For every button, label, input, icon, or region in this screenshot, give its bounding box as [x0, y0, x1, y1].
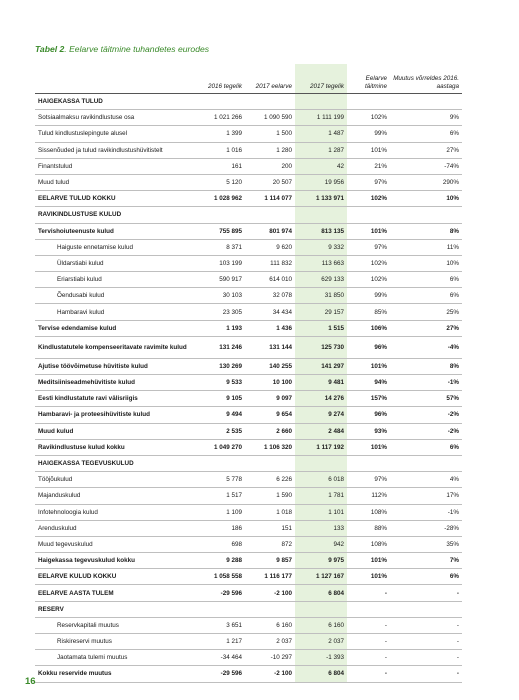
- cell-budget-execution: 157%: [347, 391, 390, 407]
- cell-2016-actual: -29 596: [196, 666, 245, 682]
- cell-change-vs-2016: -28%: [390, 520, 462, 536]
- row-label: Ajutise töövõimetuse hüvitiste kulud: [35, 358, 196, 374]
- cell-2017-budget: [245, 601, 295, 617]
- table-row: [35, 666, 462, 682]
- cell-change-vs-2016: -: [390, 585, 462, 601]
- cell-2017-actual: 1 133 971: [295, 191, 347, 207]
- table-row: [35, 272, 462, 288]
- cell-2017-budget: 1 280: [245, 142, 295, 158]
- row-label: EELARVE AASTA TULEM: [35, 585, 196, 601]
- cell-change-vs-2016: -74%: [390, 158, 462, 174]
- cell-2017-actual: 1 117 192: [295, 439, 347, 455]
- cell-2017-budget: [245, 94, 295, 110]
- cell-2016-actual: -34 464: [196, 650, 245, 666]
- row-label: Reservkapitali muutus: [35, 617, 196, 633]
- cell-2017-actual: 2 037: [295, 634, 347, 650]
- row-label: Meditsiiniseadmehüvitiste kulud: [35, 375, 196, 391]
- row-label: Hambaravi kulud: [35, 304, 196, 320]
- row-label: Eriarstiabi kulud: [35, 272, 196, 288]
- table-row: [35, 223, 462, 239]
- cell-2017-budget: 9 857: [245, 553, 295, 569]
- cell-budget-execution: -: [347, 634, 390, 650]
- cell-2017-actual: 9 274: [295, 407, 347, 423]
- table-row: [35, 520, 462, 536]
- cell-2017-actual: 1 111 199: [295, 110, 347, 126]
- cell-2017-actual: 1 781: [295, 488, 347, 504]
- cell-budget-execution: 97%: [347, 472, 390, 488]
- cell-budget-execution: 94%: [347, 375, 390, 391]
- cell-2017-actual: 6 018: [295, 472, 347, 488]
- cell-2017-budget: 1 500: [245, 126, 295, 142]
- row-label: Kindlustatutele kompenseeritavate ravimite kulud: [35, 336, 196, 358]
- cell-change-vs-2016: 4%: [390, 472, 462, 488]
- cell-2017-budget: 872: [245, 536, 295, 552]
- table-row: [35, 439, 462, 455]
- cell-budget-execution: 99%: [347, 288, 390, 304]
- cell-2017-actual: 31 850: [295, 288, 347, 304]
- cell-change-vs-2016: -: [390, 650, 462, 666]
- cell-2016-actual: 1 193: [196, 320, 245, 336]
- cell-change-vs-2016: 35%: [390, 536, 462, 552]
- header-blank: [35, 64, 196, 94]
- cell-2016-actual: [196, 455, 245, 471]
- cell-change-vs-2016: -2%: [390, 423, 462, 439]
- table-row: [35, 110, 462, 126]
- cell-2017-budget: 20 507: [245, 174, 295, 190]
- cell-2017-budget: 6 160: [245, 617, 295, 633]
- cell-2017-actual: 29 157: [295, 304, 347, 320]
- cell-2017-actual: 42: [295, 158, 347, 174]
- cell-change-vs-2016: 10%: [390, 255, 462, 271]
- cell-2017-budget: 801 974: [245, 223, 295, 239]
- cell-change-vs-2016: -: [390, 634, 462, 650]
- table-row: [35, 126, 462, 142]
- table-row: [35, 158, 462, 174]
- table-caption-text: . Eelarve täitmine tuhandetes eurodes: [64, 44, 210, 54]
- table-row: [35, 358, 462, 374]
- cell-change-vs-2016: 7%: [390, 553, 462, 569]
- cell-2017-actual: 2 484: [295, 423, 347, 439]
- row-label: Muud tulud: [35, 174, 196, 190]
- table-row: [35, 391, 462, 407]
- header-change-vs-2016: Muutus võrreldes 2016. aastaga: [390, 64, 462, 94]
- budget-table: [35, 64, 462, 683]
- cell-2017-budget: 9 097: [245, 391, 295, 407]
- cell-2017-actual: 6 804: [295, 585, 347, 601]
- row-label: Tööjõukulud: [35, 472, 196, 488]
- cell-change-vs-2016: [390, 94, 462, 110]
- cell-budget-execution: 21%: [347, 158, 390, 174]
- cell-budget-execution: 99%: [347, 126, 390, 142]
- cell-change-vs-2016: -1%: [390, 375, 462, 391]
- cell-2017-budget: 1 106 320: [245, 439, 295, 455]
- cell-budget-execution: -: [347, 666, 390, 682]
- cell-2017-actual: 1 515: [295, 320, 347, 336]
- cell-2017-budget: [245, 455, 295, 471]
- table-row: [35, 407, 462, 423]
- cell-change-vs-2016: 290%: [390, 174, 462, 190]
- header-budget-execution: Eelarve täitmine: [347, 64, 390, 94]
- cell-2017-actual: 19 956: [295, 174, 347, 190]
- cell-2017-budget: 111 832: [245, 255, 295, 271]
- cell-2016-actual: 130 269: [196, 358, 245, 374]
- cell-2017-actual: 6 804: [295, 666, 347, 682]
- table-row: [35, 585, 462, 601]
- cell-2016-actual: 590 917: [196, 272, 245, 288]
- cell-2017-budget: -10 297: [245, 650, 295, 666]
- cell-2017-budget: 1 436: [245, 320, 295, 336]
- header-2017-budget: 2017 eelarve: [245, 64, 295, 94]
- cell-budget-execution: 101%: [347, 358, 390, 374]
- table-row: [35, 650, 462, 666]
- cell-budget-execution: 88%: [347, 520, 390, 536]
- cell-budget-execution: 96%: [347, 407, 390, 423]
- cell-2016-actual: 1 028 962: [196, 191, 245, 207]
- cell-budget-execution: -: [347, 617, 390, 633]
- cell-budget-execution: 93%: [347, 423, 390, 439]
- section-title: HAIGEKASSA TULUD: [35, 94, 196, 110]
- row-label: Tervishoiuteenuste kulud: [35, 223, 196, 239]
- cell-budget-execution: 102%: [347, 110, 390, 126]
- row-label: Kokku reservide muutus: [35, 666, 196, 682]
- table-row: [35, 504, 462, 520]
- table-row: [35, 488, 462, 504]
- cell-budget-execution: 106%: [347, 320, 390, 336]
- cell-2016-actual: 9 288: [196, 553, 245, 569]
- header-2017-actual: 2017 tegelik: [295, 64, 347, 94]
- table-row: [35, 304, 462, 320]
- cell-budget-execution: 97%: [347, 239, 390, 255]
- cell-change-vs-2016: 8%: [390, 223, 462, 239]
- cell-2017-actual: [295, 207, 347, 223]
- cell-change-vs-2016: [390, 455, 462, 471]
- row-label: Sotsiaalmaksu ravikindlustuse osa: [35, 110, 196, 126]
- cell-2017-actual: [295, 455, 347, 471]
- header-2016-actual: 2016 tegelik: [196, 64, 245, 94]
- cell-2017-budget: 1 018: [245, 504, 295, 520]
- table-row: [35, 174, 462, 190]
- cell-budget-execution: -: [347, 650, 390, 666]
- cell-change-vs-2016: -4%: [390, 336, 462, 358]
- cell-2017-budget: -2 100: [245, 666, 295, 682]
- cell-2016-actual: 161: [196, 158, 245, 174]
- cell-2016-actual: 1 399: [196, 126, 245, 142]
- cell-budget-execution: 96%: [347, 336, 390, 358]
- cell-2017-actual: 813 135: [295, 223, 347, 239]
- cell-2017-actual: [295, 601, 347, 617]
- section-header-row: [35, 94, 462, 110]
- cell-2016-actual: 103 199: [196, 255, 245, 271]
- table-row: [35, 634, 462, 650]
- table-caption-prefix: Tabel 2: [35, 44, 65, 54]
- cell-2017-actual: 1 287: [295, 142, 347, 158]
- table-row: [35, 239, 462, 255]
- cell-2016-actual: 5 778: [196, 472, 245, 488]
- table-row: [35, 536, 462, 552]
- cell-change-vs-2016: 6%: [390, 272, 462, 288]
- cell-budget-execution: 101%: [347, 553, 390, 569]
- cell-budget-execution: 101%: [347, 223, 390, 239]
- section-header-row: [35, 455, 462, 471]
- cell-2017-actual: 133: [295, 520, 347, 536]
- row-label: Sissenõuded ja tulud ravikindlustushüvitistelt: [35, 142, 196, 158]
- cell-2016-actual: [196, 207, 245, 223]
- row-label: Muud kulud: [35, 423, 196, 439]
- cell-2017-budget: 10 100: [245, 375, 295, 391]
- cell-2017-budget: 200: [245, 158, 295, 174]
- cell-2017-budget: -2 100: [245, 585, 295, 601]
- cell-2016-actual: 1 517: [196, 488, 245, 504]
- cell-2016-actual: 9 533: [196, 375, 245, 391]
- row-label: Infotehnoloogia kulud: [35, 504, 196, 520]
- cell-2017-actual: 125 730: [295, 336, 347, 358]
- cell-2017-actual: 6 160: [295, 617, 347, 633]
- row-label: Majanduskulud: [35, 488, 196, 504]
- cell-2017-actual: 1 101: [295, 504, 347, 520]
- cell-2017-budget: [245, 207, 295, 223]
- row-label: Arenduskulud: [35, 520, 196, 536]
- cell-2016-actual: 1 049 270: [196, 439, 245, 455]
- cell-budget-execution: [347, 207, 390, 223]
- cell-2017-actual: [295, 94, 347, 110]
- cell-2016-actual: 8 371: [196, 239, 245, 255]
- cell-2017-budget: 1 590: [245, 488, 295, 504]
- table-row: [35, 288, 462, 304]
- cell-change-vs-2016: 6%: [390, 288, 462, 304]
- table-row: [35, 553, 462, 569]
- cell-2017-actual: -1 393: [295, 650, 347, 666]
- table-row: [35, 142, 462, 158]
- cell-change-vs-2016: 57%: [390, 391, 462, 407]
- cell-2016-actual: 23 305: [196, 304, 245, 320]
- cell-budget-execution: -: [347, 585, 390, 601]
- cell-2016-actual: 1 058 558: [196, 569, 245, 585]
- cell-2017-budget: 131 144: [245, 336, 295, 358]
- cell-2017-budget: 614 010: [245, 272, 295, 288]
- cell-2017-actual: 9 332: [295, 239, 347, 255]
- cell-2016-actual: 186: [196, 520, 245, 536]
- cell-2017-budget: 1 116 177: [245, 569, 295, 585]
- section-title: RESERV: [35, 601, 196, 617]
- cell-2016-actual: 9 494: [196, 407, 245, 423]
- cell-2017-actual: 1 127 167: [295, 569, 347, 585]
- cell-change-vs-2016: -1%: [390, 504, 462, 520]
- cell-change-vs-2016: 27%: [390, 142, 462, 158]
- cell-2017-budget: 2 037: [245, 634, 295, 650]
- cell-2017-actual: 942: [295, 536, 347, 552]
- cell-budget-execution: [347, 94, 390, 110]
- cell-change-vs-2016: 6%: [390, 126, 462, 142]
- cell-2016-actual: 131 246: [196, 336, 245, 358]
- table-header-row: [35, 64, 462, 94]
- row-label: Hambaravi- ja proteesihüvitiste kulud: [35, 407, 196, 423]
- cell-2016-actual: 3 651: [196, 617, 245, 633]
- row-label: Õendusabi kulud: [35, 288, 196, 304]
- row-label: Finantstulud: [35, 158, 196, 174]
- cell-budget-execution: 101%: [347, 142, 390, 158]
- cell-2016-actual: [196, 601, 245, 617]
- section-title: RAVIKINDLUSTUSE KULUD: [35, 207, 196, 223]
- cell-2017-actual: 141 297: [295, 358, 347, 374]
- cell-2016-actual: 1 021 266: [196, 110, 245, 126]
- row-label: Jaotamata tulemi muutus: [35, 650, 196, 666]
- cell-2017-budget: 151: [245, 520, 295, 536]
- cell-budget-execution: 108%: [347, 504, 390, 520]
- cell-budget-execution: 101%: [347, 439, 390, 455]
- cell-2016-actual: 2 535: [196, 423, 245, 439]
- cell-change-vs-2016: 27%: [390, 320, 462, 336]
- table-row: [35, 320, 462, 336]
- cell-budget-execution: 102%: [347, 255, 390, 271]
- cell-2017-actual: 9 975: [295, 553, 347, 569]
- cell-2017-actual: 629 133: [295, 272, 347, 288]
- cell-budget-execution: 112%: [347, 488, 390, 504]
- cell-change-vs-2016: 10%: [390, 191, 462, 207]
- cell-2016-actual: 1 016: [196, 142, 245, 158]
- cell-change-vs-2016: 8%: [390, 358, 462, 374]
- cell-change-vs-2016: -: [390, 666, 462, 682]
- table-row: [35, 191, 462, 207]
- cell-2016-actual: 755 895: [196, 223, 245, 239]
- cell-change-vs-2016: 17%: [390, 488, 462, 504]
- row-label: Üldarstiabi kulud: [35, 255, 196, 271]
- cell-2017-actual: 1 487: [295, 126, 347, 142]
- cell-2017-budget: 140 255: [245, 358, 295, 374]
- cell-budget-execution: 97%: [347, 174, 390, 190]
- cell-budget-execution: [347, 601, 390, 617]
- cell-change-vs-2016: 11%: [390, 239, 462, 255]
- table-body: [35, 94, 462, 683]
- row-label: Riskireservi muutus: [35, 634, 196, 650]
- cell-2017-actual: 9 481: [295, 375, 347, 391]
- cell-2016-actual: 1 217: [196, 634, 245, 650]
- cell-2016-actual: -29 596: [196, 585, 245, 601]
- section-header-row: [35, 207, 462, 223]
- cell-2017-budget: 32 078: [245, 288, 295, 304]
- table-row: [35, 375, 462, 391]
- section-header-row: [35, 601, 462, 617]
- cell-2017-budget: 9 654: [245, 407, 295, 423]
- cell-budget-execution: 101%: [347, 569, 390, 585]
- cell-2016-actual: 30 103: [196, 288, 245, 304]
- cell-change-vs-2016: -2%: [390, 407, 462, 423]
- cell-2016-actual: 1 109: [196, 504, 245, 520]
- cell-2017-actual: 14 276: [295, 391, 347, 407]
- cell-budget-execution: [347, 455, 390, 471]
- cell-2016-actual: 698: [196, 536, 245, 552]
- row-label: EELARVE KULUD KOKKU: [35, 569, 196, 585]
- table-row: [35, 255, 462, 271]
- cell-change-vs-2016: 6%: [390, 439, 462, 455]
- cell-change-vs-2016: 9%: [390, 110, 462, 126]
- cell-change-vs-2016: 25%: [390, 304, 462, 320]
- cell-change-vs-2016: -: [390, 617, 462, 633]
- table-caption: [35, 44, 209, 54]
- table-row: [35, 472, 462, 488]
- cell-2016-actual: 5 120: [196, 174, 245, 190]
- table-row: [35, 569, 462, 585]
- table-row: [35, 617, 462, 633]
- cell-2016-actual: 9 105: [196, 391, 245, 407]
- page-number: 16: [25, 676, 36, 687]
- cell-2017-budget: 9 620: [245, 239, 295, 255]
- cell-change-vs-2016: [390, 207, 462, 223]
- cell-budget-execution: 102%: [347, 191, 390, 207]
- cell-change-vs-2016: [390, 601, 462, 617]
- cell-budget-execution: 85%: [347, 304, 390, 320]
- row-label: Eesti kindlustatute ravi välisriigis: [35, 391, 196, 407]
- cell-budget-execution: 108%: [347, 536, 390, 552]
- cell-2017-budget: 1 090 590: [245, 110, 295, 126]
- row-label: Ravikindlustuse kulud kokku: [35, 439, 196, 455]
- row-label: Haigekassa tegevuskulud kokku: [35, 553, 196, 569]
- cell-2017-budget: 1 114 077: [245, 191, 295, 207]
- cell-change-vs-2016: 6%: [390, 569, 462, 585]
- table-row: [35, 423, 462, 439]
- cell-2017-budget: 6 226: [245, 472, 295, 488]
- row-label: Haiguste ennetamise kulud: [35, 239, 196, 255]
- cell-budget-execution: 102%: [347, 272, 390, 288]
- table-row: [35, 336, 462, 358]
- row-label: Tulud kindlustuslepingute alusel: [35, 126, 196, 142]
- cell-2017-actual: 113 663: [295, 255, 347, 271]
- section-title: HAIGEKASSA TEGEVUSKULUD: [35, 455, 196, 471]
- cell-2017-budget: 2 660: [245, 423, 295, 439]
- row-label: Tervise edendamise kulud: [35, 320, 196, 336]
- row-label: Muud tegevuskulud: [35, 536, 196, 552]
- cell-2016-actual: [196, 94, 245, 110]
- row-label: EELARVE TULUD KOKKU: [35, 191, 196, 207]
- cell-2017-budget: 34 434: [245, 304, 295, 320]
